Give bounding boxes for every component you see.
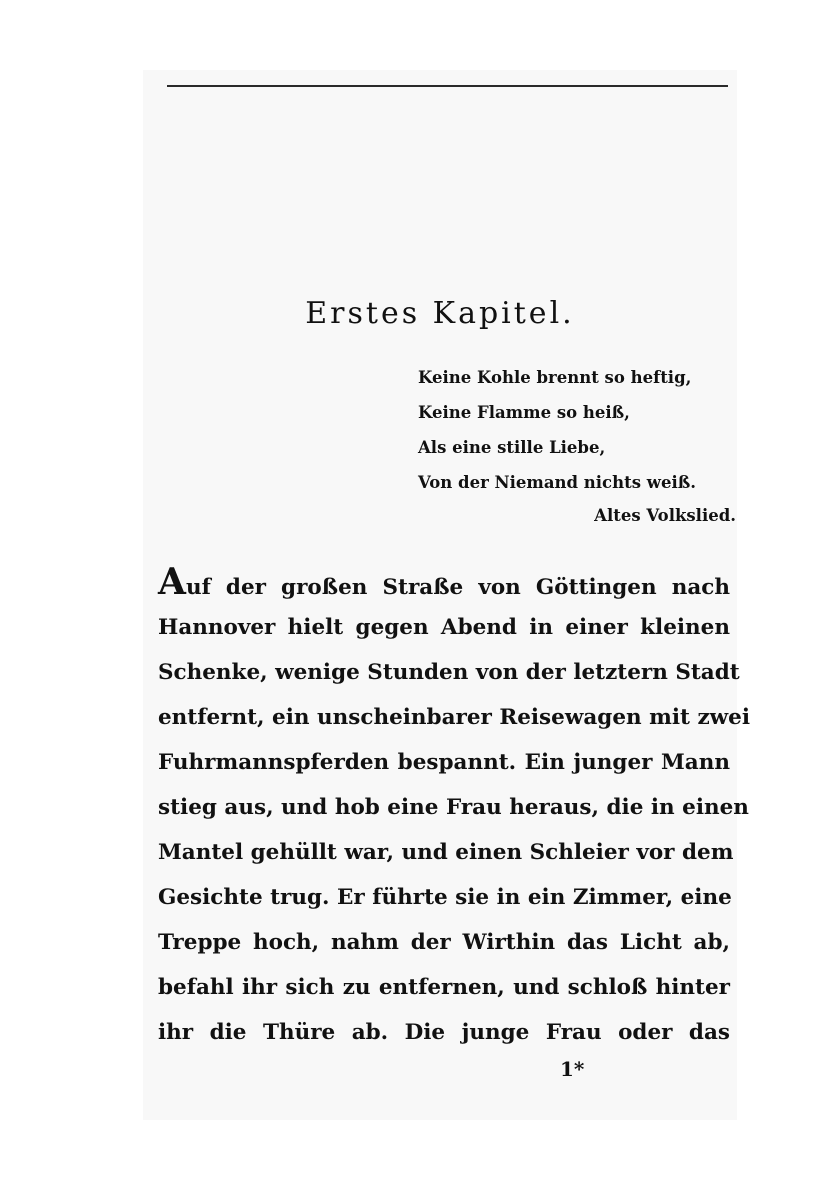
- chapter-title: Erstes Kapitel.: [305, 296, 575, 331]
- header-rule: [167, 85, 728, 87]
- body-line: Fuhrmannspferden bespannt. Ein junger Mann: [158, 750, 730, 775]
- body-line: Mantel gehüllt war, und einen Schleier vor dem: [158, 840, 734, 865]
- body-text: [158, 560, 751, 1055]
- epigraph: [418, 360, 736, 525]
- body-line: Treppe hoch, nahm der Wirthin das Licht ab,: [158, 930, 730, 955]
- signature-mark: 1*: [560, 1057, 585, 1081]
- body-line: Schenke, wenige Stunden von der letztern Stadt: [158, 660, 740, 685]
- epigraph-line: Von der Niemand nichts weiß.: [418, 473, 696, 492]
- body-line: stieg aus, und hob eine Frau heraus, die in einen: [158, 795, 749, 820]
- body-line: befahl ihr sich zu entfernen, und schloß hinter: [158, 975, 730, 1000]
- body-line: Hannover hielt gegen Abend in einer kleinen: [158, 615, 730, 640]
- body-line: entfernt, ein unscheinbarer Reisewagen mit zwei: [158, 705, 751, 730]
- epigraph-line: Keine Kohle brennt so heftig,: [418, 368, 692, 387]
- epigraph-source: Altes Volkslied.: [594, 506, 736, 525]
- epigraph-line: Keine Flamme so heiß,: [418, 403, 630, 422]
- body-line: Gesichte trug. Er führte sie in ein Zimmer, eine: [158, 885, 732, 910]
- body-line: ihr die Thüre ab. Die junge Frau oder das: [158, 1020, 730, 1045]
- epigraph-line: Als eine stille Liebe,: [418, 438, 606, 457]
- drop-cap: A: [158, 561, 186, 603]
- body-line-text: uf der großen Straße von Göttingen nach: [185, 575, 730, 600]
- body-line: [158, 560, 730, 605]
